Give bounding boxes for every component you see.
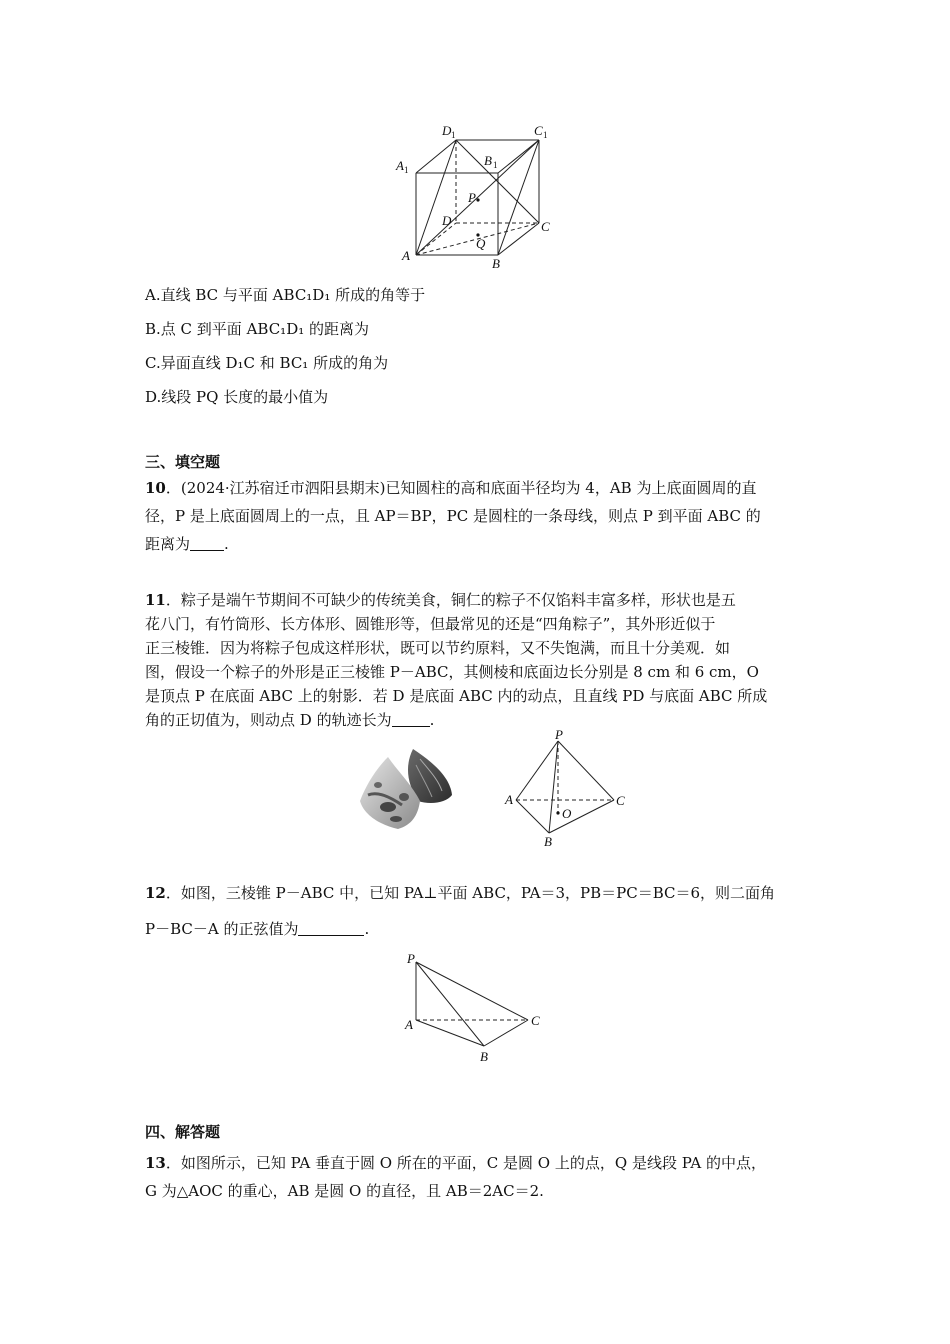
q12-line-1 bbox=[145, 882, 775, 904]
q10-answer-blank[interactable] bbox=[190, 534, 224, 551]
q11-end: . bbox=[429, 711, 435, 729]
q10-line-2: 径，P 是上底面圆周上的一点，且 AP＝BP，PC 是圆柱的一条母线，则点 P 到平面 ABC 的 bbox=[145, 507, 761, 525]
q11-line-1 bbox=[145, 589, 736, 611]
q12-answer-blank[interactable] bbox=[298, 919, 364, 936]
zongzi-photo bbox=[358, 745, 458, 839]
label-C: C bbox=[541, 219, 550, 234]
section-3-title: 三、填空题 bbox=[145, 453, 221, 471]
q10-end: . bbox=[224, 535, 229, 553]
q11-line-3: 正三棱锥．因为将粽子包成这样形状，既可以节约原料，又不失饱满，而且十分美观．如 bbox=[145, 639, 731, 657]
q13-line-1 bbox=[145, 1152, 766, 1174]
label-C1: C bbox=[534, 123, 543, 138]
tetra-label-P: P bbox=[555, 727, 563, 742]
pyramid-label-B: B bbox=[480, 1049, 488, 1064]
tetra-label-A: A bbox=[505, 792, 513, 807]
q11-line-2: 花八门，有竹筒形、长方体形、圆锥形等，但最常见的还是“四角粽子”，其外形近似于 bbox=[145, 615, 716, 633]
label-D: D bbox=[442, 213, 452, 228]
section-4-title: 四、解答题 bbox=[145, 1123, 221, 1141]
label-Q: Q bbox=[476, 236, 486, 251]
q12-number: 12 bbox=[145, 884, 166, 902]
q13-number: 13 bbox=[145, 1154, 166, 1172]
q10-text-3: 距离为 bbox=[145, 535, 191, 553]
label-B1: B bbox=[484, 153, 492, 168]
q10-text-1: ．(2024·江苏宿迁市泗阳县期末)已知圆柱的高和底面半径均为 4，AB 为上底面圆周的直 bbox=[165, 479, 757, 497]
q10-line-1 bbox=[145, 477, 756, 499]
q11-line-6 bbox=[145, 709, 434, 731]
label-B1-sub: 1 bbox=[493, 160, 498, 170]
q11-line-4: 图，假设一个粽子的外形是正三棱锥 P－ABC，其侧棱和底面边长分别是 8 cm 和 6 cm，O bbox=[145, 663, 759, 681]
tetra-label-O: O bbox=[562, 806, 572, 821]
option-b: B.点 C 到平面 ABC₁D₁ 的距离为 bbox=[145, 320, 370, 338]
q12-text-1: ．如图，三棱锥 P－ABC 中，已知 PA⊥平面 ABC，PA＝3，PB＝PC＝BC＝6，则二面角 bbox=[165, 884, 776, 902]
label-D1-sub: 1 bbox=[451, 130, 456, 140]
option-a: A.直线 BC 与平面 ABC₁D₁ 所成的角等于 bbox=[145, 286, 426, 304]
q11-answer-blank[interactable] bbox=[392, 710, 430, 727]
label-C1-sub: 1 bbox=[543, 130, 548, 140]
label-A1-sub: 1 bbox=[404, 165, 409, 175]
q12-end: . bbox=[364, 920, 370, 938]
label-A1: A bbox=[396, 158, 404, 173]
q10-line-3 bbox=[145, 533, 229, 555]
q10-number: 10 bbox=[145, 479, 166, 497]
tetrahedron-figure bbox=[500, 727, 630, 852]
pyramid-label-P: P bbox=[407, 951, 415, 966]
option-c: C.异面直线 D₁C 和 BC₁ 所成的角为 bbox=[145, 354, 389, 372]
q11-text-6: 角的正切值为，则动点 D 的轨迹长为 bbox=[145, 711, 392, 729]
pyramid-label-A: A bbox=[405, 1017, 413, 1032]
q12-text-2: P－BC－A 的正弦值为 bbox=[145, 920, 299, 938]
label-D1: D bbox=[442, 123, 452, 138]
pyramid-figure bbox=[400, 948, 550, 1068]
label-A: A bbox=[402, 248, 410, 263]
q11-text-1: ．粽子是端午节期间不可缺少的传统美食，铜仁的粽子不仅馅料丰富多样，形状也是五 bbox=[165, 591, 736, 609]
tetra-label-C: C bbox=[616, 793, 625, 808]
pyramid-label-C: C bbox=[531, 1013, 540, 1028]
q11-line-5: 是顶点 P 在底面 ABC 上的射影．若 D 是底面 ABC 内的动点，且直线 PD 与底面 ABC 所成 bbox=[145, 687, 768, 705]
tetra-label-B: B bbox=[544, 834, 552, 849]
q11-number: 11 bbox=[145, 591, 166, 609]
label-B: B bbox=[492, 256, 500, 271]
q12-line-2 bbox=[145, 918, 369, 940]
label-P: P bbox=[468, 190, 476, 205]
q13-text-1: ．如图所示，已知 PA 垂直于圆 O 所在的平面，C 是圆 O 上的点，Q 是线段 PA 的中点， bbox=[165, 1154, 767, 1172]
option-d: D.线段 PQ 长度的最小值为 bbox=[145, 388, 329, 406]
q13-line-2: G 为△AOC 的重心，AB 是圆 O 的直径，且 AB＝2AC＝2. bbox=[145, 1182, 544, 1200]
cube-figure bbox=[390, 118, 570, 273]
